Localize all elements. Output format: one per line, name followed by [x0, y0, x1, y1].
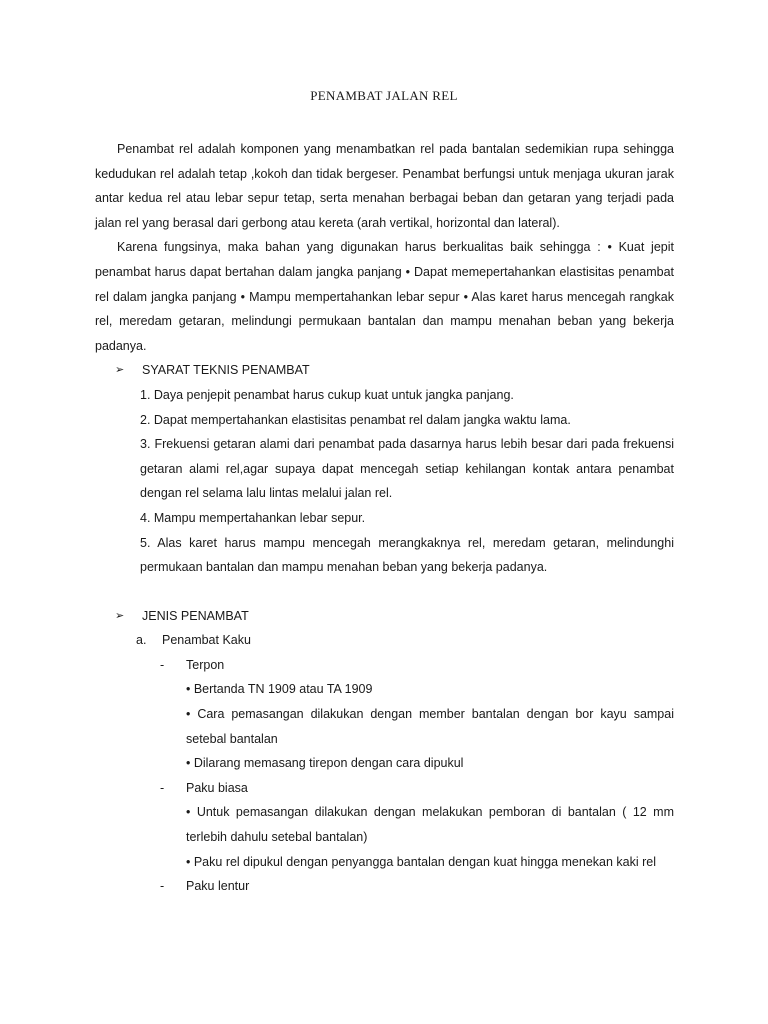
arrow-bullet-icon: ➢ — [115, 364, 125, 377]
spacer — [95, 580, 674, 604]
item-label: Paku biasa — [186, 780, 248, 795]
item-label: Paku lentur — [186, 879, 250, 894]
bullet-item: • Cara pemasangan dilakukan dengan member bantalan dengan bor kayu sampai setebal bantalan — [186, 707, 674, 746]
list-item: 3. Frekuensi getaran alami dari penambat pada dasarnya harus lebih besar dari pada frekuensi getaran alami rel,agar supaya dapat mencegah setiap kehilangan kontak antara penambat dengan rel selama lalu lintas melalui jalan rel. — [140, 437, 674, 501]
subsection-marker: a. — [136, 633, 147, 648]
section-syarat-heading — [95, 358, 674, 383]
document-body — [95, 137, 674, 899]
item-label: Terpon — [186, 657, 225, 672]
subsection-label: Penambat Kaku — [162, 633, 251, 648]
list-item: 5. Alas karet harus mampu mencegah merangkaknya rel, meredam getaran, melindunghi permukaan bantalan dan mampu menahan beban yang bekerja padanya. — [140, 535, 674, 575]
item-terpon — [95, 653, 674, 678]
subsection-penambat-kaku — [95, 628, 674, 653]
syarat-list — [95, 383, 674, 580]
section-heading-text: SYARAT TEKNIS PENAMBAT — [142, 363, 310, 378]
bullet-item: • Untuk pemasangan dilakukan dengan melakukan pemboran di bantalan ( 12 mm terlebih dahulu setebal bantalan) — [186, 805, 674, 845]
dash-marker: - — [160, 780, 165, 795]
document-title: PENAMBAT JALAN REL — [310, 88, 458, 103]
dash-marker: - — [160, 657, 165, 672]
list-item: 1. Daya penjepit penambat harus cukup kuat untuk jangka panjang. — [140, 387, 514, 402]
paragraph-intro: Penambat rel adalah komponen yang menambatkan rel pada bantalan sedemikian rupa sehingga kedudukan rel adalah tetap ,kokoh dan tidak bergeser. Penambat berfungsi untuk menjaga ukuran jarak antar kedua rel atau lebar sepur tetap, serta menahan berbagai beban dan getaran yang terjadi pada jalan rel yang berasal dari gerbong atau kereta (arah vertikal, horizontal dan lateral). — [95, 142, 674, 230]
paragraph-requirements: Karena fungsinya, maka bahan yang digunakan harus berkualitas baik sehingga : • Kuat jepit penambat harus dapat bertahan dalam jangka panjang • Dapat memepertahankan elastisitas penambat rel dalam jangka panjang • Mampu mempertahankan lebar sepur • Alas karet harus mencegah rangkak rel, meredam getaran, melindungi permukaan bantalan dan mampu menahan beban yang bekerja padanya. — [95, 240, 674, 353]
list-item: 2. Dapat mempertahankan elastisitas penambat rel dalam jangka waktu lama. — [140, 412, 571, 427]
list-item: 4. Mampu mempertahankan lebar sepur. — [140, 510, 366, 525]
dash-marker: - — [160, 879, 165, 894]
bullet-item: • Paku rel dipukul dengan penyangga bantalan dengan kuat hingga menekan kaki rel — [186, 854, 657, 869]
bullet-item: • Bertanda TN 1909 atau TA 1909 — [186, 682, 373, 697]
item-paku-lentur — [95, 874, 674, 899]
bullet-item: • Dilarang memasang tirepon dengan cara dipukul — [186, 756, 464, 771]
section-heading-text: JENIS PENAMBAT — [142, 608, 249, 623]
item-paku-biasa — [95, 776, 674, 801]
arrow-bullet-icon: ➢ — [115, 609, 125, 622]
section-jenis-heading — [95, 604, 674, 629]
